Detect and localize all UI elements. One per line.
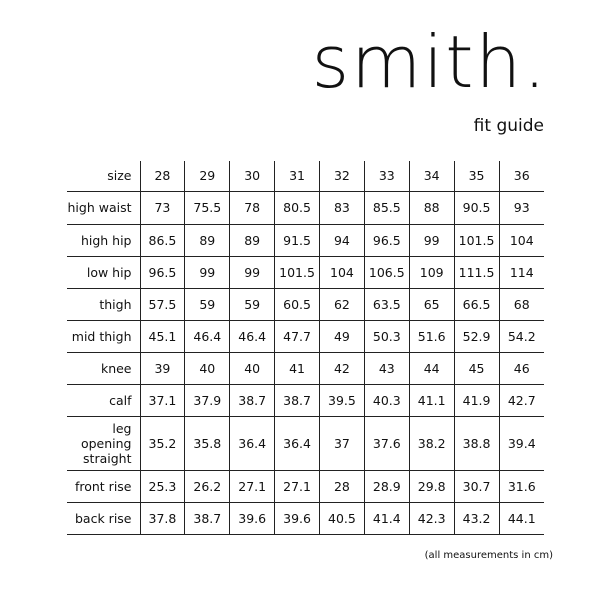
measurement-cell: 51.6: [409, 320, 454, 352]
measurement-cell: 40: [230, 352, 275, 384]
measurement-cell: 57.5: [140, 288, 185, 320]
size-header: 34: [409, 161, 454, 191]
measurement-cell: 37: [320, 416, 365, 470]
measurement-cell: 91.5: [275, 224, 320, 256]
row-label-line: leg opening: [80, 420, 132, 451]
measurement-cell: 38.2: [409, 416, 454, 470]
measurement-cell: 106.5: [364, 256, 409, 288]
table-row: [67, 416, 544, 470]
measurement-cell: 39.4: [499, 416, 544, 470]
measurement-cell: 99: [185, 256, 230, 288]
measurement-cell: 28: [320, 470, 365, 502]
measurement-cell: 52.9: [454, 320, 499, 352]
measurement-cell: 40: [185, 352, 230, 384]
measurement-cell: 78: [230, 191, 275, 224]
table-row: [67, 384, 544, 416]
measurement-cell: 28.9: [364, 470, 409, 502]
measurement-cell: 26.2: [185, 470, 230, 502]
measurement-cell: 39: [140, 352, 185, 384]
measurement-cell: 54.2: [499, 320, 544, 352]
measurement-cell: 40.5: [320, 502, 365, 534]
measurement-cell: 27.1: [275, 470, 320, 502]
measurement-cell: 38.7: [230, 384, 275, 416]
measurement-cell: 37.8: [140, 502, 185, 534]
measurement-cell: 47.7: [275, 320, 320, 352]
size-header-label: size: [67, 161, 140, 191]
measurement-cell: 114: [499, 256, 544, 288]
measurement-cell: 65: [409, 288, 454, 320]
table-header-row: [67, 161, 544, 191]
measurement-cell: 99: [409, 224, 454, 256]
measurement-cell: 90.5: [454, 191, 499, 224]
measurement-cell: 45: [454, 352, 499, 384]
size-header: 28: [140, 161, 185, 191]
measurement-cell: 111.5: [454, 256, 499, 288]
measurement-cell: 45.1: [140, 320, 185, 352]
measurement-cell: 59: [230, 288, 275, 320]
row-label: mid thigh: [67, 320, 140, 352]
measurement-cell: 101.5: [275, 256, 320, 288]
measurement-cell: 85.5: [364, 191, 409, 224]
row-label: calf: [67, 384, 140, 416]
measurement-cell: 73: [140, 191, 185, 224]
measurement-cell: 40.3: [364, 384, 409, 416]
row-label: front rise: [67, 470, 140, 502]
row-label-line: straight: [83, 450, 132, 466]
measurement-cell: 43.2: [454, 502, 499, 534]
measurement-cell: 99: [230, 256, 275, 288]
measurement-cell: 39.6: [275, 502, 320, 534]
table-row: [67, 288, 544, 320]
brand-logo: smith.: [311, 20, 548, 104]
table-row: [67, 320, 544, 352]
row-label: low hip: [67, 256, 140, 288]
measurement-cell: 68: [499, 288, 544, 320]
measurement-cell: 93: [499, 191, 544, 224]
row-label: high waist: [67, 191, 140, 224]
measurement-cell: 41.1: [409, 384, 454, 416]
measurement-cell: 63.5: [364, 288, 409, 320]
measurement-cell: 38.7: [185, 502, 230, 534]
measurement-cell: 46: [499, 352, 544, 384]
measurement-cell: 49: [320, 320, 365, 352]
measurement-cell: 60.5: [275, 288, 320, 320]
measurement-cell: 88: [409, 191, 454, 224]
measurement-cell: 38.8: [454, 416, 499, 470]
size-header: 33: [364, 161, 409, 191]
size-header: 32: [320, 161, 365, 191]
measurement-cell: 46.4: [185, 320, 230, 352]
measurement-cell: 62: [320, 288, 365, 320]
row-label: knee: [67, 352, 140, 384]
measurement-cell: 44: [409, 352, 454, 384]
units-note: (all measurements in cm): [424, 550, 553, 561]
measurement-cell: 109: [409, 256, 454, 288]
row-label: [67, 416, 140, 470]
table-row: [67, 224, 544, 256]
measurement-cell: 41.9: [454, 384, 499, 416]
table-row: [67, 470, 544, 502]
measurement-cell: 50.3: [364, 320, 409, 352]
measurement-cell: 80.5: [275, 191, 320, 224]
measurement-cell: 66.5: [454, 288, 499, 320]
measurement-cell: 94: [320, 224, 365, 256]
measurement-cell: 42: [320, 352, 365, 384]
measurement-cell: 41: [275, 352, 320, 384]
measurement-cell: 75.5: [185, 191, 230, 224]
measurement-cell: 25.3: [140, 470, 185, 502]
measurement-cell: 42.3: [409, 502, 454, 534]
measurement-cell: 44.1: [499, 502, 544, 534]
measurement-cell: 39.6: [230, 502, 275, 534]
measurement-cell: 31.6: [499, 470, 544, 502]
size-header: 29: [185, 161, 230, 191]
measurement-cell: 37.1: [140, 384, 185, 416]
measurement-cell: 46.4: [230, 320, 275, 352]
size-header: 35: [454, 161, 499, 191]
measurement-cell: 104: [320, 256, 365, 288]
measurement-cell: 83: [320, 191, 365, 224]
table-row: [67, 191, 544, 224]
row-label: back rise: [67, 502, 140, 534]
measurement-cell: 104: [499, 224, 544, 256]
measurement-cell: 37.6: [364, 416, 409, 470]
measurement-cell: 29.8: [409, 470, 454, 502]
measurement-cell: 42.7: [499, 384, 544, 416]
measurement-cell: 36.4: [275, 416, 320, 470]
measurement-cell: 96.5: [140, 256, 185, 288]
measurement-cell: 37.9: [185, 384, 230, 416]
size-header: 31: [275, 161, 320, 191]
table-row: [67, 256, 544, 288]
measurement-cell: 101.5: [454, 224, 499, 256]
measurement-cell: 27.1: [230, 470, 275, 502]
measurement-cell: 41.4: [364, 502, 409, 534]
measurement-cell: 36.4: [230, 416, 275, 470]
measurement-cell: 86.5: [140, 224, 185, 256]
measurement-cell: 43: [364, 352, 409, 384]
measurement-cell: 38.7: [275, 384, 320, 416]
measurement-cell: 59: [185, 288, 230, 320]
size-header: 36: [499, 161, 544, 191]
measurement-cell: 30.7: [454, 470, 499, 502]
fit-guide-table: [67, 161, 544, 535]
page-subtitle: fit guide: [473, 116, 544, 136]
row-label: thigh: [67, 288, 140, 320]
measurement-cell: 35.2: [140, 416, 185, 470]
table-row: [67, 502, 544, 534]
measurement-cell: 89: [230, 224, 275, 256]
measurement-cell: 39.5: [320, 384, 365, 416]
row-label: high hip: [67, 224, 140, 256]
measurement-cell: 96.5: [364, 224, 409, 256]
measurement-cell: 35.8: [185, 416, 230, 470]
table-row: [67, 352, 544, 384]
size-header: 30: [230, 161, 275, 191]
measurement-cell: 89: [185, 224, 230, 256]
